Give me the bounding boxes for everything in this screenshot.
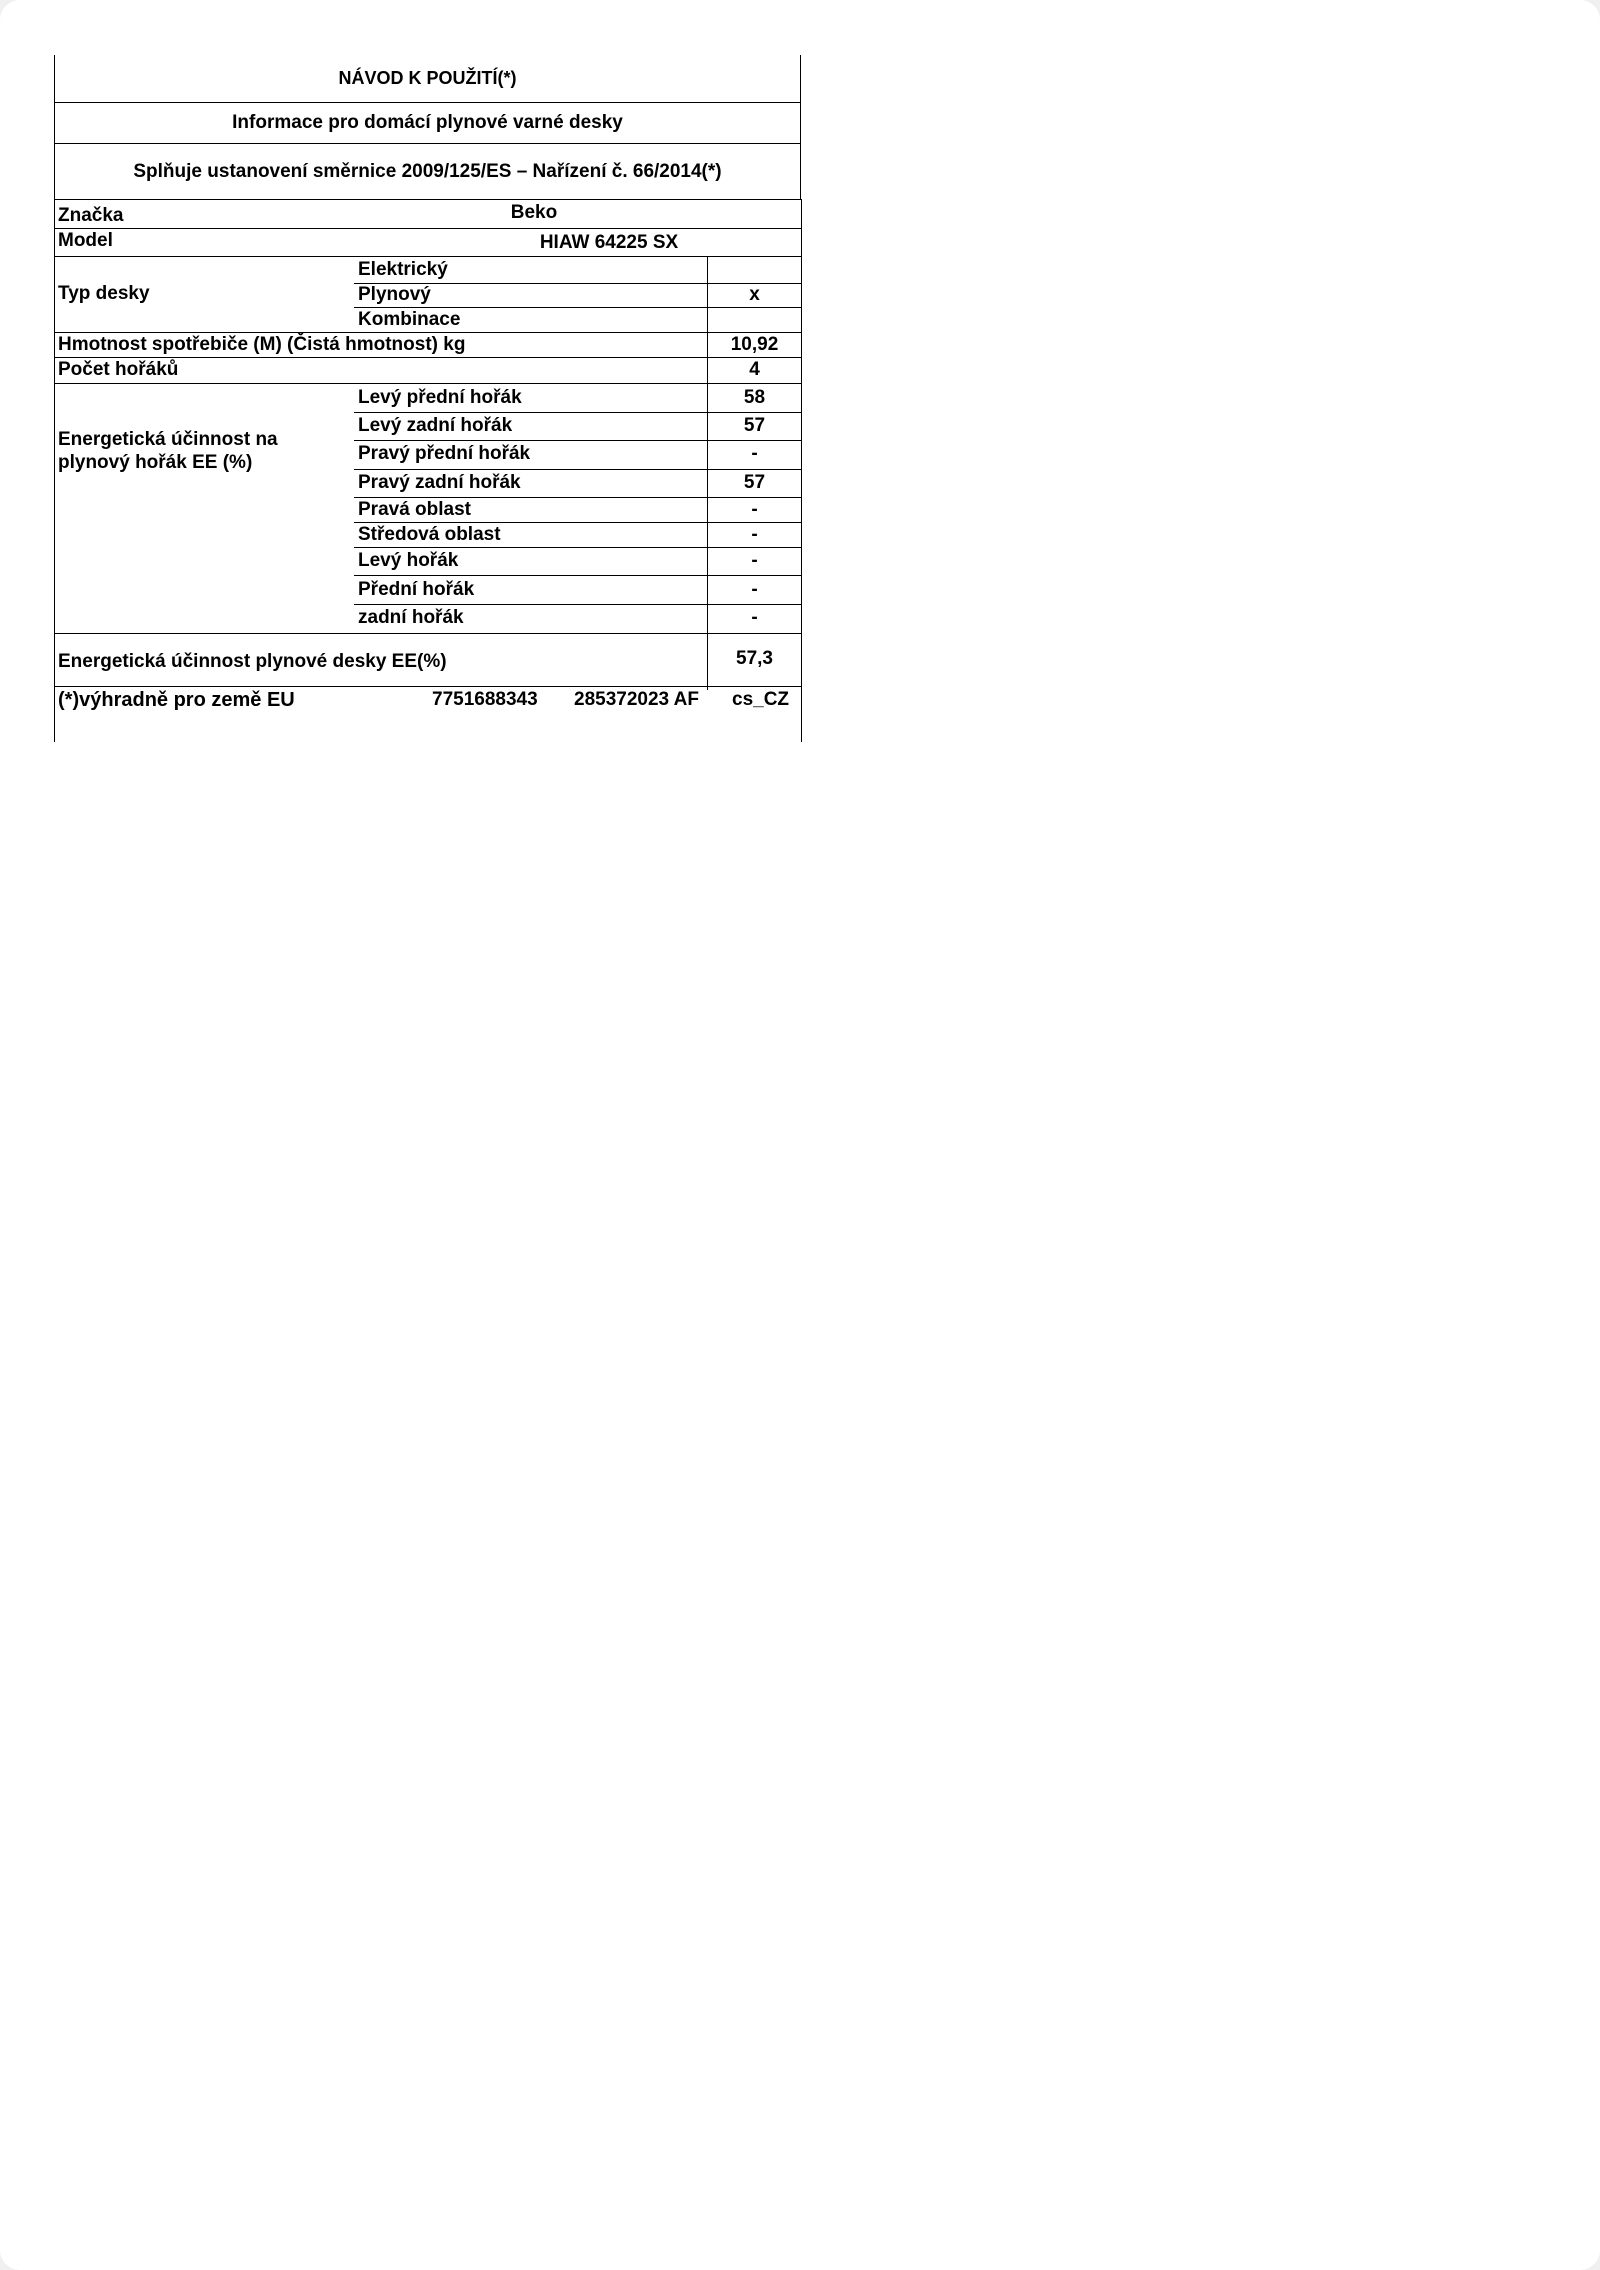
- footer-locale: cs_CZ: [732, 689, 790, 710]
- burner-row-value: -: [751, 579, 758, 600]
- hob-type-option-value: [708, 258, 801, 282]
- burner-row-value: 57: [743, 472, 766, 493]
- footer-note: (*)výhradně pro země EU: [58, 689, 295, 711]
- mass-value: 10,92: [730, 334, 779, 355]
- hob-type-option-value: x: [749, 284, 760, 305]
- burner-row-label: Pravý zadní hořák: [358, 472, 521, 493]
- table-border-right: [801, 199, 802, 742]
- efficiency-total-value: 57,3: [736, 648, 773, 669]
- hob-type-option: Plynový: [358, 284, 431, 305]
- burner-row-value: -: [751, 607, 758, 628]
- burner-row-label: zadní hořák: [358, 607, 464, 628]
- burner-row-value: 57: [743, 415, 766, 436]
- divider: [54, 686, 801, 687]
- document-subtitle: [54, 103, 801, 143]
- brand-label: Značka: [58, 205, 124, 226]
- hob-type-option-value: [708, 308, 801, 332]
- burner-count-value: 4: [749, 359, 760, 380]
- divider: [54, 228, 801, 229]
- model-value: HIAW 64225 SX: [539, 232, 679, 253]
- regulation-statement: [54, 144, 801, 199]
- divider: [354, 575, 801, 576]
- burner-row-value: -: [751, 499, 758, 520]
- burner-row-label: Levý zadní hořák: [358, 415, 513, 436]
- burner-row-label: Levý hořák: [358, 550, 459, 571]
- burner-count-label: Počet hořáků: [58, 359, 179, 380]
- burner-row-label: Levý přední hořák: [358, 387, 522, 408]
- burner-row-label: Pravý přední hořák: [358, 443, 531, 464]
- divider: [54, 383, 801, 384]
- burner-row-label: Pravá oblast: [358, 499, 471, 520]
- document-title-text: NÁVOD K POUŽITÍ(*): [338, 68, 517, 88]
- hob-type-option: Kombinace: [358, 309, 461, 330]
- brand-value: Beko: [510, 202, 558, 223]
- divider: [54, 199, 801, 200]
- burner-row-value: -: [751, 443, 758, 464]
- footer-code-1: 7751688343: [432, 689, 538, 710]
- burner-row-label: Přední hořák: [358, 579, 475, 600]
- burner-row-value: -: [751, 524, 758, 545]
- regulation-text: Splňuje ustanovení směrnice 2009/125/ES – Nařízení č. 66/2014(*): [133, 160, 722, 182]
- efficiency-per-burner-label: Energetická účinnost na plynový hořák EE (%): [58, 429, 278, 473]
- model-label: Model: [58, 230, 113, 251]
- hob-type-option: Elektrický: [358, 259, 448, 280]
- document-title: [54, 55, 801, 102]
- divider: [54, 256, 801, 257]
- footer-code-2: 285372023 AF: [574, 689, 700, 710]
- mass-label: Hmotnost spotřebiče (M) (Čistá hmotnost) kg: [58, 334, 466, 355]
- document-subtitle-text: Informace pro domácí plynové varné desky: [232, 112, 623, 133]
- efficiency-total-label: Energetická účinnost plynové desky EE(%): [58, 651, 447, 672]
- burner-row-label: Středová oblast: [358, 524, 501, 545]
- burner-row-value: -: [751, 550, 758, 571]
- burner-row-value: 58: [743, 387, 766, 408]
- hob-type-label: Typ desky: [58, 283, 150, 304]
